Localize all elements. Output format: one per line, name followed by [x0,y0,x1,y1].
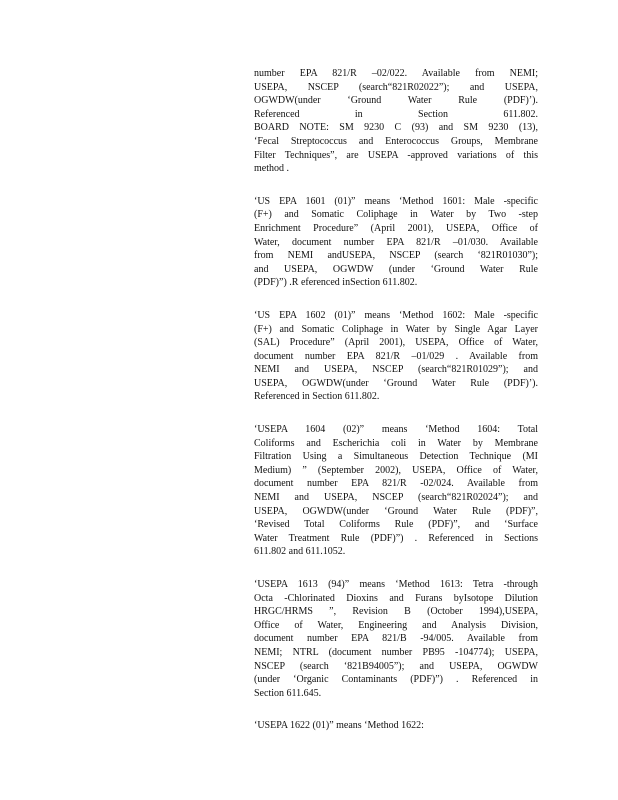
text-line: document number EPA 821/B -94/005. Available from [254,633,538,645]
definition-paragraph [254,67,538,176]
text-line: ‘US EPA 1601 (01)” means ‘Method 1601: Male -specific [254,195,538,207]
text-line: USEPA, NSCEP (search“821R02022”); and USEPA, [254,81,538,93]
text-line: Office of Water, Engineering and Analysis Division, [254,619,538,631]
text-line: Octa -Chlorinated Dioxins and Furans byIsotope Dilution [254,592,538,604]
text-line: method . [254,163,289,175]
text-line: (SAL) Procedure” (April 2001), USEPA, Office of Water, [254,337,538,349]
text-line: Referenced in Section 611.802. [254,391,380,403]
definition-paragraph [254,309,538,404]
text-line: document number EPA 821/R -02/024. Available from [254,478,538,490]
text-line: NEMI and USEPA, NSCEP (search“821R02024”); and [254,492,538,504]
text-line: (under ‘Organic Contaminants (PDF)”) . Referenced in [254,674,538,686]
text-line: NEMI and USEPA, NSCEP (search“821R01029”); and [254,364,538,376]
text-line: (F+) and Somatic Coliphage in Water by Single Agar Layer [254,323,538,335]
text-line: Referenced in Section 611.802. [254,108,538,120]
text-line: ‘USEPA 1604 (02)” means ‘Method 1604: Total [254,424,538,436]
text-line: from NEMI andUSEPA, NSCEP (search ‘821R01030”); [254,250,538,262]
definition-paragraph [254,423,538,559]
definition-paragraph [254,719,538,733]
text-line: NSCEP (search ‘821B94005”); and USEPA, OGWDW [254,660,538,672]
text-line: ‘US EPA 1602 (01)” means ‘Method 1602: Male -specific [254,309,538,321]
text-line: number EPA 821/R –02/022. Available from NEMI; [254,68,538,79]
text-line: 611.802 and 611.1052. [254,546,346,558]
definition-paragraph [254,195,538,290]
text-line: OGWDW(under ‘Ground Water Rule (PDF)’). [254,95,538,107]
text-line: and USEPA, OGWDW (under ‘Ground Water Rule [254,263,538,275]
text-line: ‘Revised Total Coliforms Rule (PDF)”, and ‘Surface [254,519,538,531]
text-line: (PDF)”) .R eferenced inSection 611.802. [254,277,418,289]
text-line: ‘USEPA 1622 (01)” means ‘Method 1622: [254,720,424,732]
text-line: Section 611.645. [254,687,322,699]
text-line: Filtration Using a Simultaneous Detection Technique (MI [254,451,538,463]
text-column [254,67,538,752]
text-line: document number EPA 821/R –01/029 . Available from [254,350,538,362]
text-line: ‘USEPA 1613 (94)” means ‘Method 1613: Tetra -through [254,579,538,590]
text-line: (F+) and Somatic Coliphage in Water by Two -step [254,209,538,221]
text-line: BOARD NOTE: SM 9230 C (93) and SM 9230 (13), [254,122,538,134]
text-line: ‘Fecal Streptococcus and Enterococcus Groups, Membrane [254,135,538,147]
text-line: Filter Techniques”, are USEPA -approved variations of this [254,149,538,161]
text-line: Enrichment Procedure” (April 2001), USEPA, Office of [254,222,538,234]
text-line: USEPA, OGWDW(under ‘Ground Water Rule (PDF)’). [254,377,538,389]
text-line: Coliforms and Escherichia coli in Water by Membrane [254,437,538,449]
text-line: HRGC/HRMS ”, Revision B (October 1994),USEPA, [254,606,538,618]
text-line: Water, document number EPA 821/R –01/030. Available [254,236,538,248]
definition-paragraph [254,578,538,700]
text-line: USEPA, OGWDW(under ‘Ground Water Rule (PDF)”, [254,505,538,517]
text-line: NEMI; NTRL (document number PB95 -104774); USEPA, [254,646,538,658]
text-line: Water Treatment Rule (PDF)”) . Referenced in Sections [254,532,538,544]
text-line: Medium) ” (September 2002), USEPA, Office of Water, [254,464,538,476]
